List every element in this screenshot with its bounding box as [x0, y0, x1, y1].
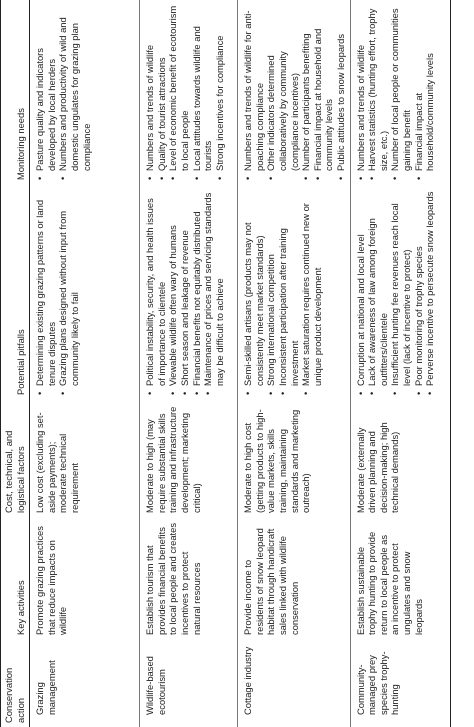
monitoring-cell	[30, 0, 140, 184]
action-cell	[30, 639, 140, 727]
monitoring-item: • Numbers and trends of wildlife	[355, 5, 367, 180]
monitoring-item: • Financial impact at household and community levels	[312, 5, 335, 180]
pitfall-item: • Financial benefits not equitably distributed	[191, 189, 203, 395]
table-row-grazing-management	[30, 0, 140, 727]
pitfalls-cell	[238, 184, 350, 399]
monitoring-item: • Number of local people or communities gaining benefit	[389, 5, 412, 180]
activities-cell: Provide income to residents of snow leopard habitat through handicraft sales linked with wildlife conservation	[238, 517, 350, 639]
monitoring-item: • Pasture quality and indicators developed by local herders	[34, 5, 57, 180]
pitfall-item: • Maintenance of prices and servicing standards may be difficult to achieve	[202, 189, 225, 395]
monitoring-cell	[350, 0, 450, 184]
pitfalls-cell	[30, 184, 140, 399]
action-label: Community-managed prey species trophy-hunting	[354, 651, 401, 715]
action-label: Cottage industry	[242, 646, 254, 715]
action-label: Grazing management	[34, 660, 57, 715]
action-cell	[350, 639, 450, 727]
pitfall-item: • Perverse incentive to persecute snow leopards	[424, 189, 436, 395]
header-monitoring-needs: Monitoring needs	[1, 0, 30, 184]
monitoring-cell	[238, 0, 350, 184]
pitfall-item: • Grazing plans designed without input from community likely to fail	[57, 189, 80, 395]
pitfall-item: • Strong international competition	[265, 189, 277, 395]
cost-cell: Moderate (externally driven planning and decision-making; high technical demands)	[350, 399, 450, 517]
pitfall-item: • Lack of awareness of law among foreign outfitters/clientele	[366, 189, 389, 395]
pitfall-item: • Insufficient hunting fee revenues reach local level (lack of incentive to protect)	[389, 189, 412, 395]
monitoring-cell	[140, 0, 238, 184]
cost-cell: Moderate to high (may require substantial skills training and infrastructure development; marketing critical)	[140, 399, 238, 517]
table-header-row	[1, 0, 30, 727]
pitfall-item: • Political instability, security, and health issues of importance to clientele	[144, 189, 167, 395]
monitoring-item: • Local attitudes towards wildlife and tourists	[191, 5, 214, 180]
monitoring-item: • Harvest statistics (hunting effort, trophy size, etc.)	[366, 5, 389, 180]
activities-cell: Establish sustainable trophy hunting to provide return to local people as an incentive to protect ungulates and snow leopards	[350, 517, 450, 639]
monitoring-item: • Quality of tourist attractions	[156, 5, 168, 180]
pitfall-item: • Inconsistent participation after training investment	[277, 189, 300, 395]
cost-cell: Low cost (excluding set-aside payments); moderate technical requirement	[30, 399, 140, 517]
monitoring-item: • Level of economic benefit of ecotourism to local people	[167, 5, 190, 180]
table-row-trophy-hunting	[350, 0, 450, 727]
pitfall-item: • Poor monitoring of trophy species	[413, 189, 425, 395]
pitfalls-cell	[350, 184, 450, 399]
table-row-wildlife-ecotourism	[140, 0, 238, 727]
monitoring-item: • Strong incentives for compliance	[214, 5, 226, 180]
pitfall-item: • Market saturation requires continued new or unique product development	[300, 189, 323, 395]
pitfalls-cell	[140, 184, 238, 399]
cost-cell: Moderate to high cost (getting products to high-value markets, skills training, maintaining standards and marketing outreach)	[238, 399, 350, 517]
header-key-activities: Key activities	[1, 517, 30, 639]
pitfall-item: • Semi-skilled artisans (products may not consistently meet market standards)	[242, 189, 265, 395]
pitfall-item: • Determining existing grazing patterns or land tenure disputes	[34, 189, 57, 395]
pitfall-item: • Short season and leakage of revenue	[179, 189, 191, 395]
pitfall-item: • Viewable wildlife often wary of humans	[167, 189, 179, 395]
action-cell	[140, 639, 238, 727]
activities-cell: Promote grazing practices that reduce impacts on wildlife	[30, 517, 140, 639]
table-row-cottage-industry	[238, 0, 350, 727]
header-conservation-action: Conservation action	[1, 639, 30, 727]
monitoring-item: • Numbers and productivity of wild and domestic ungulates for grazing plan compliance	[57, 5, 92, 180]
action-label: Wildlife-based ecotourism	[144, 656, 167, 715]
activities-cell: Establish tourism that provides financial benefits to local people and creates incentives to protect natural resources	[140, 517, 238, 639]
header-cost-factors: Cost, technical, and logistical factors	[1, 399, 30, 517]
header-potential-pitfalls: Potential pitfalls	[1, 184, 30, 399]
monitoring-item: • Numbers and trends of wildlife	[144, 5, 156, 180]
pitfall-item: • Corruption at national and local level	[355, 189, 367, 395]
monitoring-item: • Numbers and trends of wildlife for anti-poaching compliance	[242, 5, 265, 180]
monitoring-item: • Public attitudes to snow leopards	[335, 5, 347, 180]
action-cell	[238, 639, 350, 727]
monitoring-item: • Other indicators determined collaboratively by community (compliance incentives)	[265, 5, 300, 180]
monitoring-item: • Financial impact at household/community levels	[413, 5, 436, 180]
monitoring-item: • Number of participants benefiting	[300, 5, 312, 180]
